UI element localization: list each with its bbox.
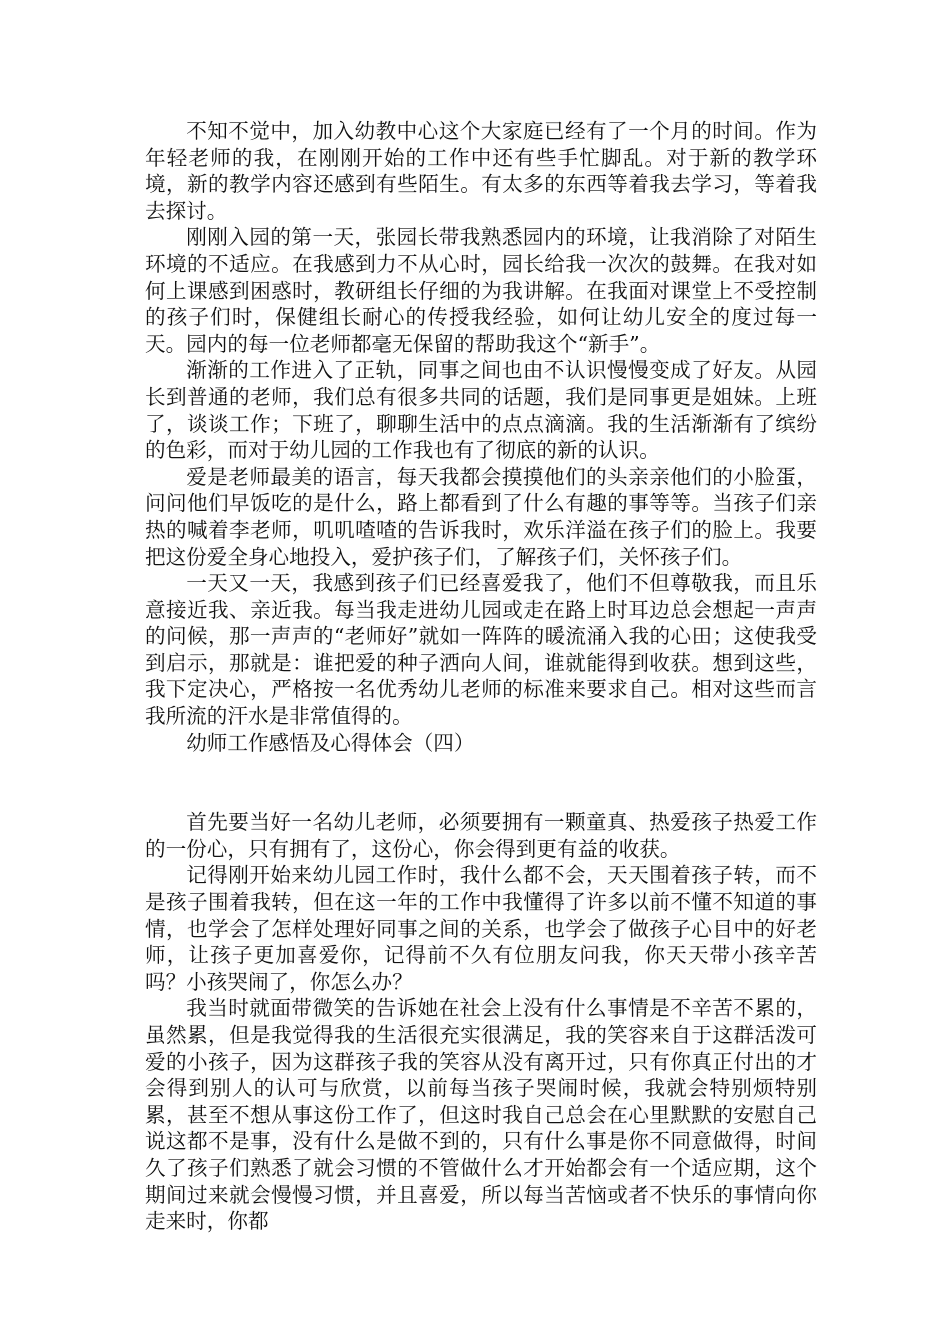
paragraph: 渐渐的工作进入了正轨，同事之间也由不认识慢慢变成了好友。从园长到普通的老师，我们总有很多共同的话题，我们是同事更是姐妹。上班了，谈谈工作；下班了，聊聊生活中的点点滴滴。我的生活渐渐有了缤纷的色彩，而对于幼儿园的工作我也有了彻底的新的认识。: [145, 358, 817, 463]
paragraph: 我当时就面带微笑的告诉她在社会上没有什么事情是不辛苦不累的，虽然累，但是我觉得我的生活很充实很满足，我的笑容来自于这群活泼可爱的小孩子，因为这群孩子我的笑容从没有离开过，只有你真正付出的才会得到别人的认可与欣赏，以前每当孩子哭闹时候，我就会特别烦特别累，甚至不想从事这份工作了，但这时我自己总会在心里默默的安慰自己说这都不是事，没有什么是做不到的，只有什么事是你不同意做得，时间久了孩子们熟悉了就会习惯的不管做什么才开始都会有一个适应期，这个期间过来就会慢慢习惯，并且喜爱，所以每当苦恼或者不快乐的事情向你走来时，你都: [145, 996, 817, 1234]
document-body: [145, 118, 817, 1235]
blank-gap: [145, 756, 817, 809]
section-title: 幼师工作感悟及心得体会（四）: [186, 730, 475, 755]
paragraph: 记得刚开始来幼儿园工作时，我什么都不会，天天围着孩子转，而不是孩子围着我转，但在这一年的工作中我懂得了许多以前不懂不知道的事情，也学会了怎样处理好同事之间的关系，也学会了做孩子心目中的好老师，让孩子更加喜爱你，记得前不久有位朋友问我，你天天带小孩辛苦吗？小孩哭闹了，你怎么办？: [145, 863, 817, 994]
paragraph: 首先要当好一名幼儿老师，必须要拥有一颗童真、热爱孩子热爱工作的一份心，只有拥有了，这份心，你会得到更有益的收获。: [145, 810, 817, 861]
paragraph: 爱是老师最美的语言，每天我都会摸摸他们的头亲亲他们的小脸蛋，问问他们早饭吃的是什么，路上都看到了什么有趣的事等等。当孩子们亲热的喊着李老师，叽叽喳喳的告诉我时，欢乐洋溢在孩子们的脸上。我要把这份爱全身心地投入，爱护孩子们，了解孩子们，关怀孩子们。: [145, 464, 817, 569]
paragraph: 刚刚入园的第一天，张园长带我熟悉园内的环境，让我消除了对陌生环境的不适应。在我感到力不从心时，园长给我一次次的鼓舞。在我对如何上课感到困惑时，教研组长仔细的为我讲解。在我面对课堂上不受控制的孩子们时，保健组长耐心的传授我经验，如何让幼儿安全的度过每一天。园内的每一位老师都毫无保留的帮助我这个“新手”。: [145, 225, 817, 356]
paragraph: 一天又一天，我感到孩子们已经喜爱我了，他们不但尊敬我，而且乐意接近我、亲近我。每当我走进幼儿园或走在路上时耳边总会想起一声声的问候，那一声声的“老师好”就如一阵阵的暖流涌入我的心田；这使我受到启示，那就是：谁把爱的种子洒向人间，谁就能得到收获。想到这些，我下定决心，严格按一名优秀幼儿老师的标准来要求自己。相对这些而言我所流的汗水是非常值得的。: [145, 571, 817, 729]
paragraph: 不知不觉中，加入幼教中心这个大家庭已经有了一个月的时间。作为年轻老师的我，在刚刚开始的工作中还有些手忙脚乱。对于新的教学环境，新的教学内容还感到有些陌生。有太多的东西等着我去学习，等着我去探讨。: [145, 119, 817, 223]
